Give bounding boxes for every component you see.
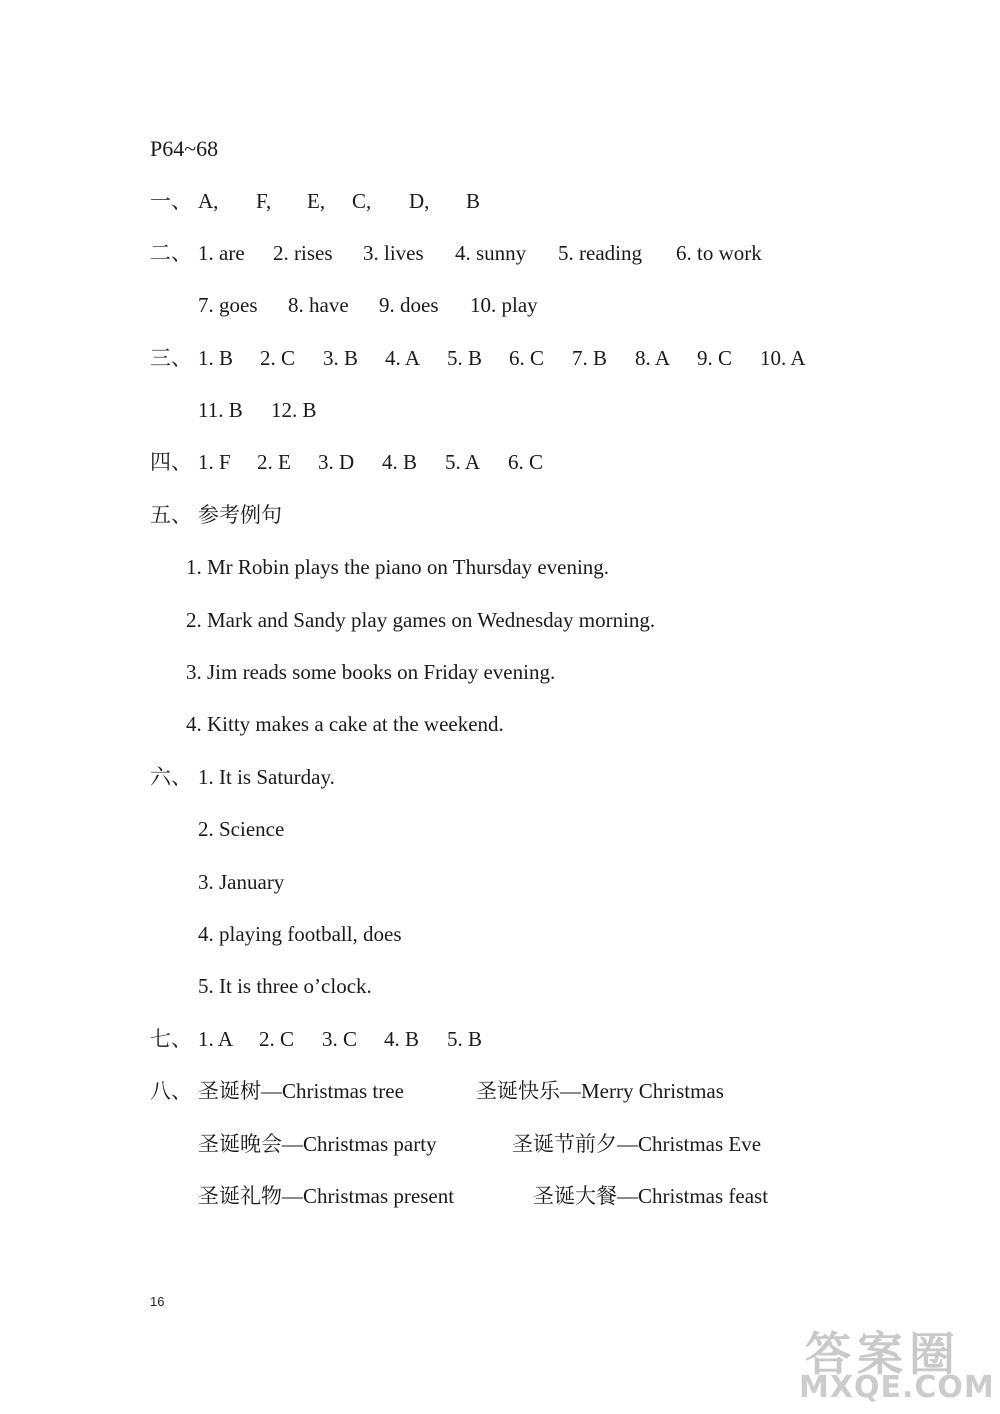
section-label: 五、	[150, 503, 192, 527]
vocab-pair: 圣诞快乐—Merry Christmas	[476, 1079, 724, 1103]
answer-item: 5. A	[445, 450, 481, 474]
answer-item: C,	[352, 189, 372, 213]
answer-item: 7. B	[572, 346, 608, 370]
answer-item: F,	[256, 189, 272, 213]
answer-item: 3. January	[198, 870, 285, 894]
answer-item: 1. It is Saturday.	[198, 765, 335, 789]
example-sentence: 3. Jim reads some books on Friday evening.	[186, 660, 556, 684]
answer-item: 7. goes	[198, 293, 258, 317]
answer-item: 3. C	[322, 1027, 358, 1051]
answer-item: 10. A	[760, 346, 806, 370]
watermark-bottom-text: MXQE.COM	[799, 1370, 995, 1405]
answer-item: 5. It is three o’clock.	[198, 974, 372, 998]
section-label: 一、	[150, 189, 192, 213]
answer-item: 8. have	[288, 293, 349, 317]
vocab-pair: 圣诞大餐—Christmas feast	[533, 1184, 769, 1208]
answer-item: 2. E	[257, 450, 291, 474]
answer-item: 5. reading	[558, 241, 642, 265]
vocab-pair: 圣诞节前夕—Christmas Eve	[512, 1132, 762, 1156]
answer-item: 4. B	[384, 1027, 420, 1051]
answer-item: 6. C	[508, 450, 544, 474]
answer-item: 4. A	[385, 346, 421, 370]
section-label: 二、	[150, 241, 192, 265]
section-label: 七、	[150, 1027, 192, 1051]
answer-item: 5. B	[447, 346, 483, 370]
section-label: 四、	[150, 450, 192, 474]
vocab-pair: 圣诞树—Christmas tree	[198, 1079, 404, 1103]
vocab-pair: 圣诞晚会—Christmas party	[198, 1132, 437, 1156]
vocab-pair: 圣诞礼物—Christmas present	[198, 1184, 455, 1208]
page-ref: P64~68	[150, 136, 219, 161]
answer-item: 4. B	[382, 450, 418, 474]
answer-item: 6. C	[509, 346, 545, 370]
answer-item: 1. B	[198, 346, 234, 370]
answer-item: 11. B	[198, 398, 243, 422]
watermark-logo	[795, 1318, 995, 1410]
section-label: 三、	[150, 346, 192, 370]
answer-item: 2. rises	[273, 241, 333, 265]
answer-item: 10. play	[470, 293, 538, 317]
answer-item: A,	[198, 189, 219, 213]
answer-item: 1. are	[198, 241, 245, 265]
example-sentence: 1. Mr Robin plays the piano on Thursday evening.	[186, 555, 610, 579]
answer-item: 4. sunny	[455, 241, 527, 265]
answer-item: 3. D	[318, 450, 355, 474]
answer-item: 3. B	[323, 346, 359, 370]
section-label: 六、	[150, 765, 192, 789]
answer-item: 4. playing football, does	[198, 922, 402, 946]
answer-item: D,	[409, 189, 430, 213]
answer-item: 12. B	[271, 398, 317, 422]
answer-item: 1. F	[198, 450, 231, 474]
answer-item: 2. Science	[198, 817, 285, 841]
example-sentence: 4. Kitty makes a cake at the weekend.	[186, 712, 504, 736]
section-label: 八、	[150, 1079, 192, 1103]
watermark-top-text: 答案圈	[805, 1327, 961, 1381]
answer-item: 9. does	[379, 293, 439, 317]
answer-item: 5. B	[447, 1027, 483, 1051]
answer-item: 6. to work	[676, 241, 762, 265]
answer-item: 8. A	[635, 346, 671, 370]
answer-item: 2. C	[259, 1027, 295, 1051]
answer-item: B	[466, 189, 481, 213]
answer-item: 3. lives	[363, 241, 424, 265]
answer-item: 2. C	[260, 346, 296, 370]
section-heading: 参考例句	[198, 503, 282, 527]
page-number: 16	[150, 1294, 165, 1309]
answer-item: 9. C	[697, 346, 733, 370]
example-sentence: 2. Mark and Sandy play games on Wednesday morning.	[186, 608, 656, 632]
answer-item: 1. A	[198, 1027, 234, 1051]
answer-item: E,	[307, 189, 326, 213]
